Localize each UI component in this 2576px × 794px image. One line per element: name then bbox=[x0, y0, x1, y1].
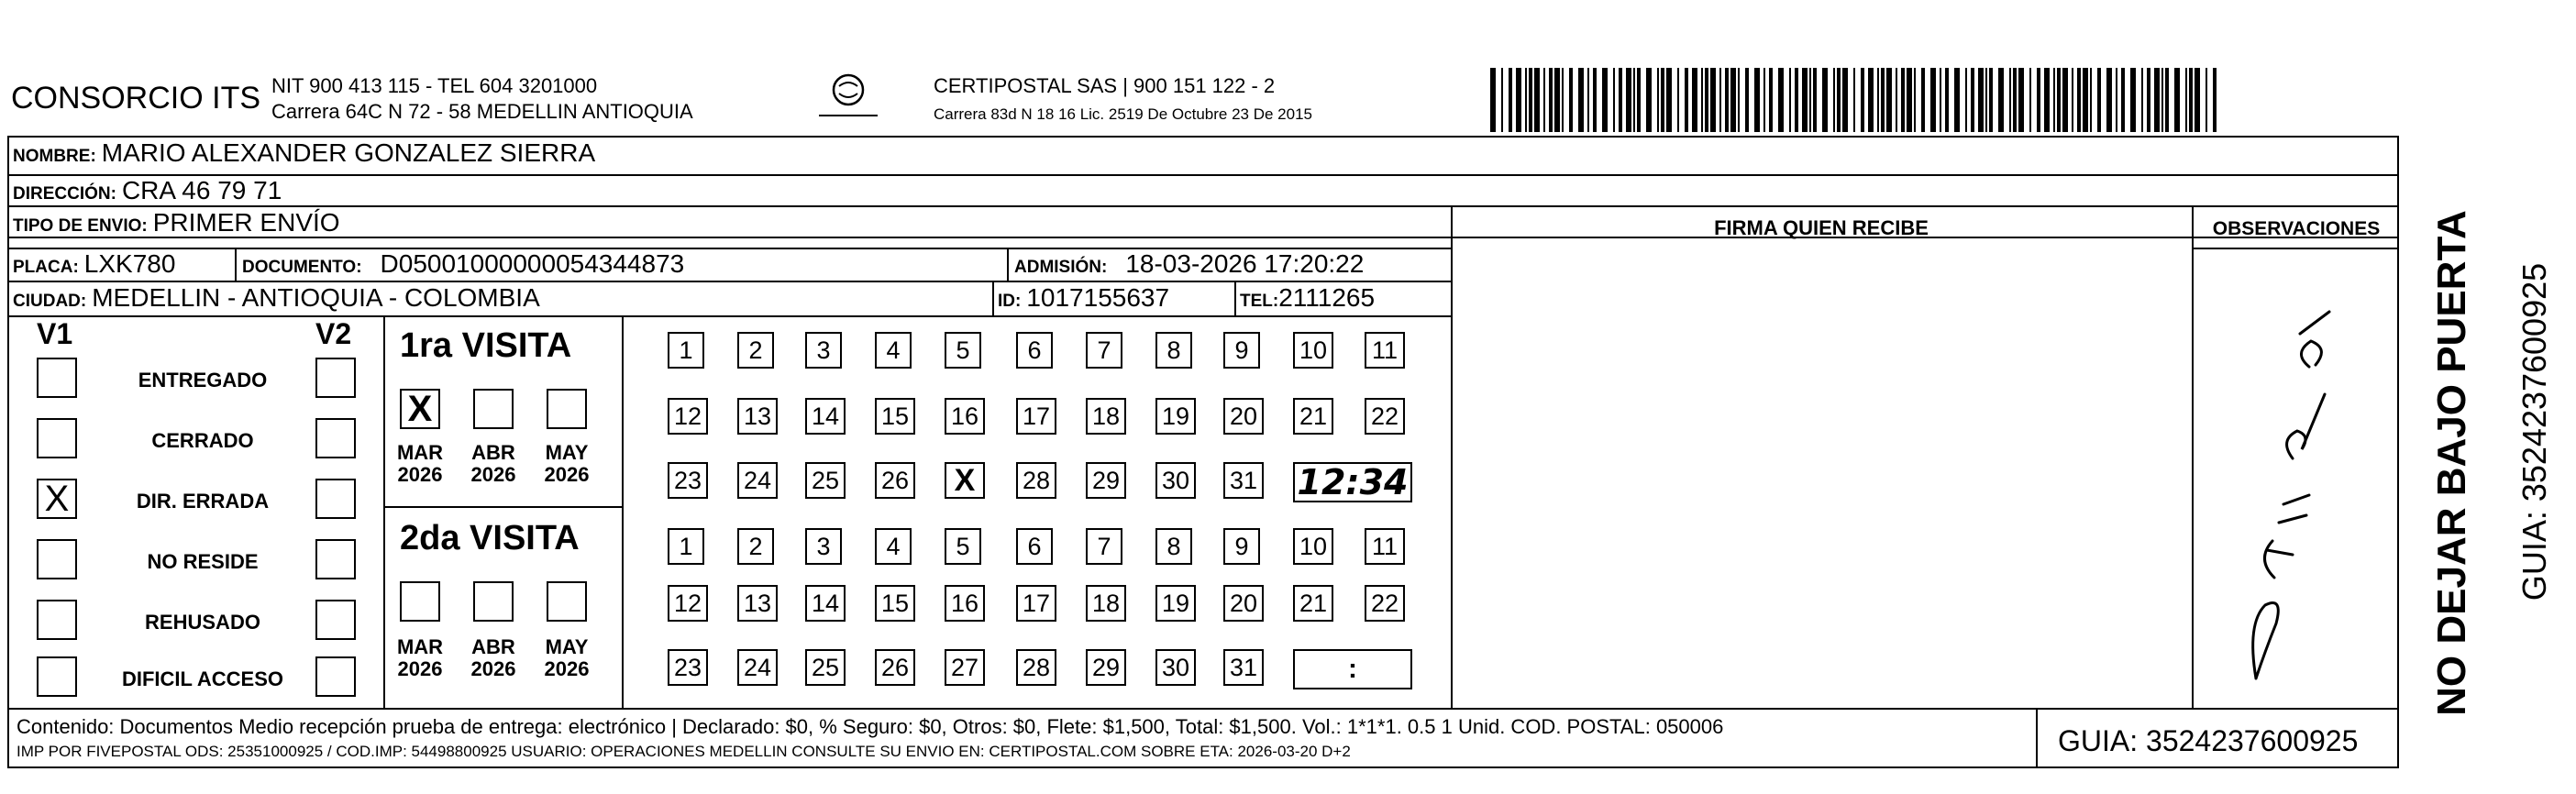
nombre-label: NOMBRE: bbox=[13, 147, 96, 166]
provider-address: Carrera 83d N 18 16 Lic. 2519 De Octubre 23 De 2015 bbox=[934, 105, 1312, 123]
tel-value: 2111265 bbox=[1278, 283, 1376, 312]
day-box[interactable]: 24 bbox=[737, 462, 778, 499]
v1-checkbox[interactable] bbox=[37, 539, 77, 579]
day-box[interactable]: 29 bbox=[1086, 462, 1126, 499]
barcode-bar bbox=[2057, 68, 2061, 132]
barcode-bar bbox=[2174, 68, 2180, 132]
ciudad-label: CIUDAD: bbox=[13, 292, 87, 311]
day-box[interactable]: 11 bbox=[1365, 528, 1405, 565]
barcode-bar bbox=[1978, 68, 1984, 132]
day-box[interactable]: 12 bbox=[668, 398, 708, 435]
barcode-bar bbox=[2037, 68, 2040, 132]
status-label: DIFICIL ACCESO bbox=[121, 667, 283, 690]
barcode-bar bbox=[2213, 68, 2217, 132]
barcode-bar bbox=[2044, 68, 2050, 132]
time-box[interactable]: : bbox=[1293, 649, 1412, 689]
barcode-bar bbox=[1501, 68, 1503, 132]
day-box[interactable]: 17 bbox=[1016, 585, 1056, 622]
month-checkbox[interactable] bbox=[547, 581, 587, 622]
barcode-bar bbox=[1940, 68, 1941, 132]
barcode-bar bbox=[2165, 68, 2169, 132]
barcode-bar bbox=[2018, 68, 2024, 132]
observaciones-header: OBSERVACIONES bbox=[2212, 218, 2381, 239]
barcode-bar bbox=[1998, 68, 2004, 132]
company-address: Carrera 64C N 72 - 58 MEDELLIN ANTIOQUIA bbox=[271, 100, 693, 123]
v2-checkbox[interactable] bbox=[315, 418, 356, 458]
status-label: ENTREGADO bbox=[138, 369, 268, 391]
barcode-bar bbox=[2013, 68, 2017, 132]
barcode-bar bbox=[1945, 68, 1949, 132]
day-box[interactable]: 6 bbox=[1016, 332, 1053, 369]
tipo-row bbox=[13, 208, 340, 237]
barcode-bar bbox=[1877, 68, 1879, 132]
day-box[interactable]: 19 bbox=[1155, 585, 1196, 622]
admision-label: ADMISIÓN: bbox=[1014, 258, 1108, 277]
day-box[interactable]: 13 bbox=[737, 398, 778, 435]
barcode-bar bbox=[1989, 68, 1993, 132]
barcode-bar bbox=[2121, 68, 2125, 132]
nombre-value: MARIO ALEXANDER GONZALEZ SIERRA bbox=[101, 138, 596, 167]
barcode-bar bbox=[1569, 68, 1573, 132]
day-box[interactable]: 1 bbox=[668, 528, 704, 565]
provider-name: CERTIPOSTAL SAS | 900 151 122 - 2 bbox=[934, 74, 1276, 97]
barcode-bar bbox=[1921, 68, 1925, 132]
barcode-bar bbox=[1701, 68, 1703, 132]
status-label: NO RESIDE bbox=[147, 550, 259, 573]
barcode-bar bbox=[1985, 68, 1987, 132]
ciudad-value: MEDELLIN - ANTIOQUIA - COLOMBIA bbox=[92, 283, 540, 312]
day-box[interactable]: 18 bbox=[1086, 585, 1126, 622]
barcode-bar bbox=[1543, 68, 1545, 132]
day-box[interactable]: 25 bbox=[805, 649, 846, 686]
first-visit-title: 1ra VISITA bbox=[400, 326, 572, 365]
direccion-value: CRA 46 79 71 bbox=[121, 176, 282, 204]
v2-checkbox[interactable] bbox=[315, 539, 356, 579]
barcode-bar bbox=[1529, 68, 1532, 132]
firma-header: FIRMA QUIEN RECIBE bbox=[1714, 216, 1929, 239]
barcode-bar bbox=[1901, 68, 1905, 132]
documento-value: D05001000000054344873 bbox=[380, 249, 685, 278]
barcode-bar bbox=[1705, 68, 1708, 132]
side-warning bbox=[2399, 0, 2573, 794]
barcode-bar bbox=[1789, 68, 1791, 132]
barcode-bar bbox=[1738, 68, 1740, 132]
month-label: MAR 2026 bbox=[396, 441, 444, 486]
barcode-bar bbox=[2072, 68, 2073, 132]
day-box[interactable]: 4 bbox=[875, 332, 912, 369]
tel-row bbox=[1240, 283, 1375, 313]
barcode-bar bbox=[1914, 68, 1916, 132]
direccion-row bbox=[13, 176, 282, 205]
barcode-bar bbox=[1677, 68, 1679, 132]
placa-row bbox=[13, 249, 175, 279]
ciudad-row bbox=[13, 283, 540, 313]
day-box[interactable]: 1 bbox=[668, 332, 704, 369]
day-box[interactable]: 14 bbox=[805, 585, 846, 622]
company-name: CONSORCIO ITS bbox=[11, 81, 261, 116]
barcode-bar bbox=[2053, 68, 2055, 132]
v2-checkbox[interactable] bbox=[315, 479, 356, 519]
month-label: MAR 2026 bbox=[396, 635, 444, 680]
barcode-bar bbox=[1896, 68, 1897, 132]
barcode-bar bbox=[1730, 68, 1736, 132]
status-label: CERRADO bbox=[151, 429, 254, 452]
barcode-bar bbox=[1516, 68, 1521, 132]
day-box[interactable]: 10 bbox=[1293, 332, 1333, 369]
id-label: ID: bbox=[998, 292, 1022, 311]
day-box[interactable]: 4 bbox=[875, 528, 912, 565]
month-label: ABR 2026 bbox=[470, 635, 516, 680]
barcode-bar bbox=[1509, 68, 1512, 132]
v2-checkbox[interactable] bbox=[315, 358, 356, 398]
day-box[interactable]: 3 bbox=[805, 332, 842, 369]
barcode-bar bbox=[2077, 68, 2081, 132]
day-box[interactable]: 20 bbox=[1223, 585, 1264, 622]
day-box[interactable]: 2 bbox=[737, 332, 774, 369]
v1-checkbox[interactable] bbox=[37, 358, 77, 398]
v2-checkbox[interactable] bbox=[315, 656, 356, 697]
day-box[interactable]: 31 bbox=[1223, 649, 1264, 686]
day-box[interactable]: 29 bbox=[1086, 649, 1126, 686]
barcode-bar bbox=[2195, 68, 2200, 132]
barcode-bar bbox=[1619, 68, 1622, 132]
barcode-bar bbox=[1646, 68, 1652, 132]
month-label: ABR 2026 bbox=[470, 441, 516, 486]
v2-checkbox[interactable] bbox=[315, 600, 356, 640]
barcode-bar bbox=[2189, 68, 2193, 132]
barcode-bar bbox=[2083, 68, 2088, 132]
barcode-bar bbox=[1965, 68, 1967, 132]
barcode-bar bbox=[1754, 68, 1760, 132]
barcode-bar bbox=[1954, 68, 1960, 132]
day-box[interactable]: 30 bbox=[1155, 462, 1196, 499]
barcode-bar bbox=[1822, 68, 1828, 132]
nombre-row bbox=[13, 138, 595, 168]
v1-checkbox[interactable] bbox=[37, 656, 77, 697]
barcode-bar bbox=[1587, 68, 1589, 132]
direccion-label: DIRECCIÓN: bbox=[13, 184, 116, 204]
status-label: REHUSADO bbox=[145, 611, 260, 634]
v1-checkbox[interactable] bbox=[37, 418, 77, 458]
barcode-bar bbox=[1710, 68, 1716, 132]
barcode-bar bbox=[2029, 68, 2031, 132]
barcode-bar bbox=[1719, 68, 1721, 132]
barcode-bar bbox=[1837, 68, 1841, 132]
barcode-bar bbox=[1534, 68, 1540, 132]
barcode-bar bbox=[1907, 68, 1912, 132]
status-label: DIR. ERRADA bbox=[136, 490, 270, 513]
day-box[interactable]: 8 bbox=[1155, 332, 1192, 369]
day-box[interactable]: 9 bbox=[1223, 332, 1260, 369]
barcode-bar bbox=[1666, 68, 1672, 132]
barcode-bar bbox=[1881, 68, 1885, 132]
day-box[interactable]: 13 bbox=[737, 585, 778, 622]
v2-header: V2 bbox=[315, 317, 352, 350]
barcode-bar bbox=[2009, 68, 2011, 132]
barcode-bar bbox=[2062, 68, 2068, 132]
barcode-bar bbox=[1778, 68, 1784, 132]
barcode-bar bbox=[2154, 68, 2160, 132]
day-box[interactable]: 15 bbox=[875, 398, 915, 435]
day-box[interactable]: 27 bbox=[945, 649, 985, 686]
day-box[interactable]: 20 bbox=[1223, 398, 1264, 435]
v1-header: V1 bbox=[37, 317, 73, 350]
barcode-bar bbox=[1661, 68, 1664, 132]
barcode-bar bbox=[2147, 68, 2150, 132]
day-box[interactable]: 7 bbox=[1086, 528, 1122, 565]
id-row bbox=[998, 283, 1169, 313]
barcode-bar bbox=[2206, 68, 2207, 132]
barcode-bar bbox=[1549, 68, 1553, 132]
barcode-bar bbox=[2116, 68, 2117, 132]
month-checkbox[interactable]: X bbox=[400, 389, 440, 429]
day-box[interactable]: 26 bbox=[875, 462, 915, 499]
no-dejar-bajo-puerta: NO DEJAR BAJO PUERTA bbox=[2429, 210, 2474, 716]
month-checkbox[interactable] bbox=[400, 581, 440, 622]
month-checkbox[interactable] bbox=[473, 581, 514, 622]
day-box[interactable]: X bbox=[945, 462, 985, 499]
month-label: MAY 2026 bbox=[544, 441, 590, 486]
day-box[interactable]: 23 bbox=[668, 462, 708, 499]
barcode-bar bbox=[1930, 68, 1936, 132]
barcode-bar bbox=[1692, 68, 1697, 132]
second-visit-title: 2da VISITA bbox=[400, 519, 580, 557]
barcode-bar bbox=[1685, 68, 1688, 132]
day-box[interactable]: 8 bbox=[1155, 528, 1192, 565]
admision-row bbox=[1014, 249, 1364, 279]
month-checkbox[interactable] bbox=[473, 389, 514, 429]
day-box[interactable]: 6 bbox=[1016, 528, 1053, 565]
id-value: 1017155637 bbox=[1026, 283, 1170, 312]
barcode-bar bbox=[1593, 68, 1597, 132]
day-box[interactable]: 23 bbox=[668, 649, 708, 686]
day-box[interactable]: 28 bbox=[1016, 462, 1056, 499]
barcode-bar bbox=[1971, 68, 1974, 132]
barcode-bar bbox=[1802, 68, 1808, 132]
day-box[interactable]: 12 bbox=[668, 585, 708, 622]
barcode-bar bbox=[2185, 68, 2187, 132]
day-box[interactable]: 11 bbox=[1365, 332, 1405, 369]
placa-value: LXK780 bbox=[83, 249, 176, 278]
barcode-bar bbox=[1745, 68, 1749, 132]
day-box[interactable]: 25 bbox=[805, 462, 846, 499]
day-box[interactable]: 10 bbox=[1293, 528, 1333, 565]
barcode-bar bbox=[1554, 68, 1560, 132]
barcode-bar bbox=[1725, 68, 1729, 132]
day-box[interactable]: 30 bbox=[1155, 649, 1196, 686]
footer-guia: GUIA: 3524237600925 bbox=[2058, 724, 2359, 757]
barcode-bar bbox=[1562, 68, 1564, 132]
day-box[interactable]: 2 bbox=[737, 528, 774, 565]
barcode-bar bbox=[1861, 68, 1864, 132]
barcode-bar bbox=[1525, 68, 1527, 132]
barcode-bar bbox=[1853, 68, 1855, 132]
barcode-bar bbox=[1813, 68, 1817, 132]
barcode-bar bbox=[1809, 68, 1811, 132]
day-box[interactable]: 22 bbox=[1365, 585, 1405, 622]
day-box[interactable]: 22 bbox=[1365, 398, 1405, 435]
day-box[interactable]: 26 bbox=[875, 649, 915, 686]
barcode-bar bbox=[1657, 68, 1659, 132]
company-nit: NIT 900 413 115 - TEL 604 3201000 bbox=[271, 74, 598, 97]
day-box[interactable]: 31 bbox=[1223, 462, 1264, 499]
day-box[interactable]: 16 bbox=[945, 585, 985, 622]
day-box[interactable]: 14 bbox=[805, 398, 846, 435]
barcode-bar bbox=[2141, 68, 2143, 132]
barcode-bar bbox=[1868, 68, 1874, 132]
day-box[interactable]: 15 bbox=[875, 585, 915, 622]
placa-label: PLACA: bbox=[13, 258, 79, 277]
barcode-bar bbox=[1833, 68, 1835, 132]
barcode bbox=[1490, 68, 2224, 132]
day-box[interactable]: 7 bbox=[1086, 332, 1122, 369]
barcode-bar bbox=[1795, 68, 1798, 132]
v1-checkbox[interactable] bbox=[37, 600, 77, 640]
barcode-bar bbox=[2090, 68, 2092, 132]
barcode-bar bbox=[1626, 68, 1631, 132]
barcode-bar bbox=[2130, 68, 2136, 132]
barcode-bar bbox=[1602, 68, 1608, 132]
footer-content: Contenido: Documentos Medio recepción prueba de entrega: electrónico | Declarado: $0, % Seguro: $0, Otros: $0, Flete: $1,500, Total: $1,500. Vol.: 1*1*1. 0.5 1 Unid. COD. POSTAL: 050006 bbox=[17, 715, 1724, 738]
barcode-bar bbox=[1490, 68, 1496, 132]
day-box[interactable]: 24 bbox=[737, 649, 778, 686]
certipostal-logo bbox=[812, 70, 885, 125]
barcode-bar bbox=[2106, 68, 2112, 132]
day-box[interactable]: 16 bbox=[945, 398, 985, 435]
day-box[interactable]: 28 bbox=[1016, 649, 1056, 686]
day-box[interactable]: 21 bbox=[1293, 398, 1333, 435]
barcode-bar bbox=[1842, 68, 1848, 132]
barcode-bar bbox=[2097, 68, 2101, 132]
footer-print-info: IMP POR FIVEPOSTAL ODS: 25351000925 / COD.IMP: 54498800925 USUARIO: OPERACIONES MEDELLIN CONSULTE SU ENVIO EN: CERTIPOSTAL.COM SOBRE ETA: 2026-03-20 D+2 bbox=[17, 743, 1351, 760]
barcode-bar bbox=[2161, 68, 2163, 132]
day-box[interactable]: 3 bbox=[805, 528, 842, 565]
v1-checkbox[interactable]: X bbox=[37, 479, 77, 519]
time-box[interactable]: 12:34 bbox=[1293, 462, 1412, 502]
tipo-value: PRIMER ENVÍO bbox=[152, 208, 340, 237]
observation-handwriting bbox=[2192, 275, 2399, 697]
documento-label: DOCUMENTO: bbox=[242, 258, 362, 277]
month-label: MAY 2026 bbox=[544, 635, 590, 680]
month-checkbox[interactable] bbox=[547, 389, 587, 429]
day-box[interactable]: 17 bbox=[1016, 398, 1056, 435]
day-box[interactable]: 18 bbox=[1086, 398, 1126, 435]
barcode-bar bbox=[1637, 68, 1641, 132]
documento-row bbox=[242, 249, 684, 279]
day-box[interactable]: 5 bbox=[945, 528, 981, 565]
barcode-bar bbox=[1578, 68, 1584, 132]
barcode-bar bbox=[1633, 68, 1635, 132]
day-box[interactable]: 19 bbox=[1155, 398, 1196, 435]
day-box[interactable]: 21 bbox=[1293, 585, 1333, 622]
tipo-label: TIPO DE ENVIO: bbox=[13, 216, 148, 236]
barcode-bar bbox=[1886, 68, 1892, 132]
admision-value: 18-03-2026 17:20:22 bbox=[1125, 249, 1365, 278]
tel-label: TEL: bbox=[1240, 292, 1279, 311]
day-box[interactable]: 5 bbox=[945, 332, 981, 369]
barcode-bar bbox=[1769, 68, 1773, 132]
day-box[interactable]: 9 bbox=[1223, 528, 1260, 565]
barcode-bar bbox=[1763, 68, 1765, 132]
side-guia: GUIA: 3524237600925 bbox=[2515, 262, 2553, 601]
barcode-bar bbox=[1613, 68, 1615, 132]
